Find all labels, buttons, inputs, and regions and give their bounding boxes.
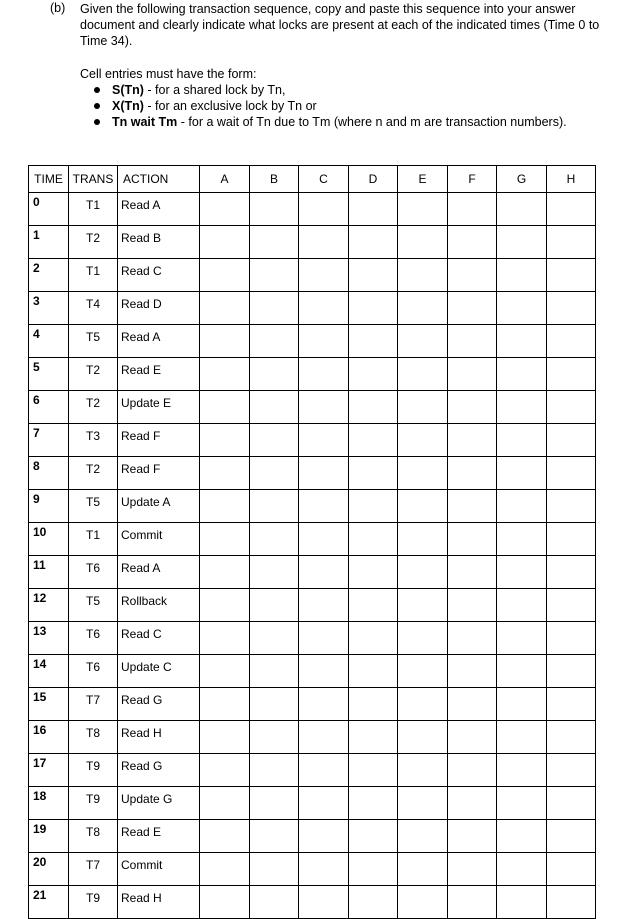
action-cell: Read B <box>118 226 200 259</box>
lock-cell-e[interactable] <box>398 325 448 358</box>
lock-cell-c[interactable] <box>299 193 349 226</box>
trans-cell: T8 <box>69 721 118 754</box>
table-row <box>29 622 596 655</box>
time-cell: 10 <box>29 523 69 556</box>
lock-cell-b[interactable] <box>250 886 299 919</box>
lock-cell-c[interactable] <box>299 259 349 292</box>
table-row <box>29 886 596 919</box>
table-row <box>29 457 596 490</box>
lock-cell-d[interactable] <box>349 589 398 622</box>
header-item-f: F <box>448 166 497 193</box>
lock-cell-a[interactable] <box>200 391 250 424</box>
lock-cell-c[interactable] <box>299 325 349 358</box>
header-action: ACTION <box>118 166 200 193</box>
lock-cell-d[interactable] <box>349 820 398 853</box>
action-cell: Rollback <box>118 589 200 622</box>
lock-cell-e[interactable] <box>398 358 448 391</box>
lock-cell-a[interactable] <box>200 457 250 490</box>
lock-cell-d[interactable] <box>349 886 398 919</box>
action-cell: Read F <box>118 424 200 457</box>
lock-cell-g[interactable] <box>497 259 547 292</box>
lock-format-code: X(Tn) <box>112 99 144 113</box>
table-row <box>29 655 596 688</box>
lock-cell-f[interactable] <box>448 424 497 457</box>
lock-cell-e[interactable] <box>398 259 448 292</box>
lock-cell-b[interactable] <box>250 325 299 358</box>
lock-cell-h[interactable] <box>547 358 596 391</box>
lock-cell-e[interactable] <box>398 787 448 820</box>
lock-cell-b[interactable] <box>250 853 299 886</box>
lock-cell-f[interactable] <box>448 325 497 358</box>
lock-cell-f[interactable] <box>448 688 497 721</box>
lock-cell-c[interactable] <box>299 622 349 655</box>
time-cell: 20 <box>29 853 69 886</box>
lock-cell-h[interactable] <box>547 754 596 787</box>
trans-cell: T2 <box>69 358 118 391</box>
lock-cell-f[interactable] <box>448 490 497 523</box>
lock-cell-h[interactable] <box>547 325 596 358</box>
lock-cell-f[interactable] <box>448 589 497 622</box>
action-cell: Read H <box>118 886 200 919</box>
lock-cell-f[interactable] <box>448 886 497 919</box>
lock-cell-g[interactable] <box>497 490 547 523</box>
lock-cell-d[interactable] <box>349 853 398 886</box>
lock-cell-c[interactable] <box>299 523 349 556</box>
lock-cell-f[interactable] <box>448 721 497 754</box>
lock-cell-g[interactable] <box>497 721 547 754</box>
lock-cell-c[interactable] <box>299 457 349 490</box>
action-cell: Read G <box>118 754 200 787</box>
lock-cell-d[interactable] <box>349 391 398 424</box>
table-row <box>29 688 596 721</box>
lock-cell-a[interactable] <box>200 292 250 325</box>
lock-cell-h[interactable] <box>547 589 596 622</box>
lock-cell-b[interactable] <box>250 820 299 853</box>
lock-cell-g[interactable] <box>497 457 547 490</box>
lock-cell-d[interactable] <box>349 292 398 325</box>
lock-format-desc: - for a wait of Tn due to Tm (where n and m are transaction numbers). <box>177 115 567 129</box>
lock-cell-b[interactable] <box>250 721 299 754</box>
time-cell: 8 <box>29 457 69 490</box>
lock-cell-e[interactable] <box>398 523 448 556</box>
lock-cell-d[interactable] <box>349 490 398 523</box>
table-row <box>29 787 596 820</box>
trans-cell: T2 <box>69 457 118 490</box>
lock-cell-e[interactable] <box>398 556 448 589</box>
lock-cell-d[interactable] <box>349 457 398 490</box>
header-item-a: A <box>200 166 250 193</box>
lock-cell-b[interactable] <box>250 259 299 292</box>
lock-cell-e[interactable] <box>398 391 448 424</box>
lock-cell-e[interactable] <box>398 490 448 523</box>
time-cell: 18 <box>29 787 69 820</box>
lock-cell-h[interactable] <box>547 457 596 490</box>
time-cell: 4 <box>29 325 69 358</box>
time-cell: 16 <box>29 721 69 754</box>
lock-cell-c[interactable] <box>299 853 349 886</box>
lock-cell-f[interactable] <box>448 556 497 589</box>
table-row <box>29 820 596 853</box>
lock-cell-d[interactable] <box>349 226 398 259</box>
lock-cell-e[interactable] <box>398 820 448 853</box>
lock-cell-b[interactable] <box>250 457 299 490</box>
header-item-g: G <box>497 166 547 193</box>
lock-cell-e[interactable] <box>398 886 448 919</box>
lock-cell-h[interactable] <box>547 259 596 292</box>
lock-cell-f[interactable] <box>448 655 497 688</box>
lock-cell-c[interactable] <box>299 787 349 820</box>
lock-format-list <box>94 82 567 130</box>
header-item-b: B <box>250 166 299 193</box>
lock-cell-d[interactable] <box>349 259 398 292</box>
lock-cell-g[interactable] <box>497 589 547 622</box>
lock-cell-h[interactable] <box>547 424 596 457</box>
lock-cell-f[interactable] <box>448 391 497 424</box>
lock-cell-e[interactable] <box>398 457 448 490</box>
action-cell: Read D <box>118 292 200 325</box>
lock-cell-g[interactable] <box>497 292 547 325</box>
action-cell: Update A <box>118 490 200 523</box>
lock-cell-e[interactable] <box>398 292 448 325</box>
lock-cell-a[interactable] <box>200 721 250 754</box>
lock-cell-d[interactable] <box>349 655 398 688</box>
trans-cell: T8 <box>69 820 118 853</box>
trans-cell: T7 <box>69 688 118 721</box>
time-cell: 1 <box>29 226 69 259</box>
lock-format-shared <box>94 82 567 98</box>
header-item-h: H <box>547 166 596 193</box>
trans-cell: T9 <box>69 754 118 787</box>
lock-cell-a[interactable] <box>200 490 250 523</box>
lock-cell-d[interactable] <box>349 622 398 655</box>
lock-cell-b[interactable] <box>250 688 299 721</box>
trans-cell: T4 <box>69 292 118 325</box>
question-intro: Given the following transaction sequence, copy and paste this sequence into your answer document and clearly indicate what locks are present at each of the indicated times (Time 0 to Time 34). <box>80 2 600 48</box>
action-cell: Read H <box>118 721 200 754</box>
action-cell: Read C <box>118 622 200 655</box>
lock-cell-e[interactable] <box>398 226 448 259</box>
table-row <box>29 259 596 292</box>
lock-cell-h[interactable] <box>547 688 596 721</box>
lock-format-code: Tn wait Tm <box>112 115 178 129</box>
lock-cell-g[interactable] <box>497 226 547 259</box>
lock-cell-b[interactable] <box>250 754 299 787</box>
lock-cell-d[interactable] <box>349 325 398 358</box>
lock-cell-b[interactable] <box>250 556 299 589</box>
lock-cell-a[interactable] <box>200 886 250 919</box>
trans-cell: T3 <box>69 424 118 457</box>
lock-cell-h[interactable] <box>547 490 596 523</box>
action-cell: Update E <box>118 391 200 424</box>
lock-cell-g[interactable] <box>497 688 547 721</box>
table-row <box>29 490 596 523</box>
lock-cell-h[interactable] <box>547 721 596 754</box>
action-cell: Read E <box>118 820 200 853</box>
lock-cell-f[interactable] <box>448 226 497 259</box>
lock-cell-a[interactable] <box>200 358 250 391</box>
table-row <box>29 391 596 424</box>
action-cell: Commit <box>118 853 200 886</box>
trans-cell: T6 <box>69 556 118 589</box>
form-instructions-title: Cell entries must have the form: <box>80 67 257 81</box>
question-label: (b) <box>50 1 66 15</box>
trans-cell: T5 <box>69 589 118 622</box>
lock-cell-h[interactable] <box>547 391 596 424</box>
lock-cell-c[interactable] <box>299 754 349 787</box>
action-cell: Read A <box>118 556 200 589</box>
lock-cell-c[interactable] <box>299 358 349 391</box>
lock-cell-f[interactable] <box>448 259 497 292</box>
header-trans: TRANS <box>69 166 118 193</box>
lock-cell-h[interactable] <box>547 655 596 688</box>
lock-cell-a[interactable] <box>200 622 250 655</box>
lock-cell-a[interactable] <box>200 688 250 721</box>
action-cell: Update G <box>118 787 200 820</box>
time-cell: 0 <box>29 193 69 226</box>
lock-cell-a[interactable] <box>200 226 250 259</box>
lock-cell-g[interactable] <box>497 325 547 358</box>
lock-cell-e[interactable] <box>398 853 448 886</box>
lock-cell-a[interactable] <box>200 556 250 589</box>
lock-cell-a[interactable] <box>200 325 250 358</box>
lock-cell-e[interactable] <box>398 424 448 457</box>
lock-cell-g[interactable] <box>497 655 547 688</box>
action-cell: Read E <box>118 358 200 391</box>
lock-cell-h[interactable] <box>547 226 596 259</box>
table-row <box>29 193 596 226</box>
lock-cell-e[interactable] <box>398 688 448 721</box>
lock-cell-g[interactable] <box>497 787 547 820</box>
time-cell: 9 <box>29 490 69 523</box>
lock-cell-d[interactable] <box>349 721 398 754</box>
lock-cell-d[interactable] <box>349 523 398 556</box>
lock-format-exclusive <box>94 98 567 114</box>
lock-cell-c[interactable] <box>299 688 349 721</box>
table-row <box>29 226 596 259</box>
lock-cell-b[interactable] <box>250 358 299 391</box>
lock-cell-f[interactable] <box>448 457 497 490</box>
table-row <box>29 853 596 886</box>
lock-cell-c[interactable] <box>299 391 349 424</box>
trans-cell: T1 <box>69 193 118 226</box>
bullet-icon <box>94 103 100 109</box>
trans-cell: T9 <box>69 787 118 820</box>
table-row <box>29 424 596 457</box>
table-row <box>29 721 596 754</box>
action-cell: Read F <box>118 457 200 490</box>
lock-cell-e[interactable] <box>398 754 448 787</box>
lock-cell-b[interactable] <box>250 226 299 259</box>
bullet-icon <box>94 119 100 125</box>
lock-cell-h[interactable] <box>547 853 596 886</box>
trans-cell: T5 <box>69 490 118 523</box>
lock-cell-d[interactable] <box>349 688 398 721</box>
lock-cell-f[interactable] <box>448 820 497 853</box>
lock-cell-g[interactable] <box>497 523 547 556</box>
lock-cell-g[interactable] <box>497 424 547 457</box>
lock-format-code: S(Tn) <box>112 83 144 97</box>
time-cell: 6 <box>29 391 69 424</box>
lock-cell-h[interactable] <box>547 787 596 820</box>
lock-cell-g[interactable] <box>497 754 547 787</box>
trans-cell: T1 <box>69 259 118 292</box>
lock-cell-g[interactable] <box>497 391 547 424</box>
lock-cell-a[interactable] <box>200 193 250 226</box>
trans-cell: T6 <box>69 622 118 655</box>
lock-cell-f[interactable] <box>448 853 497 886</box>
lock-cell-f[interactable] <box>448 787 497 820</box>
lock-cell-a[interactable] <box>200 589 250 622</box>
lock-cell-g[interactable] <box>497 853 547 886</box>
lock-cell-f[interactable] <box>448 754 497 787</box>
header-item-d: D <box>349 166 398 193</box>
table-row <box>29 523 596 556</box>
lock-cell-a[interactable] <box>200 424 250 457</box>
action-cell: Update C <box>118 655 200 688</box>
lock-format-desc: - for a shared lock by Tn, <box>143 83 286 97</box>
lock-cell-c[interactable] <box>299 721 349 754</box>
lock-cell-b[interactable] <box>250 589 299 622</box>
bullet-icon <box>94 87 100 93</box>
lock-cell-c[interactable] <box>299 226 349 259</box>
lock-cell-h[interactable] <box>547 820 596 853</box>
time-cell: 7 <box>29 424 69 457</box>
lock-cell-e[interactable] <box>398 622 448 655</box>
trans-cell: T7 <box>69 853 118 886</box>
trans-cell: T9 <box>69 886 118 919</box>
time-cell: 21 <box>29 886 69 919</box>
header-time: TIME <box>29 166 69 193</box>
lock-cell-b[interactable] <box>250 391 299 424</box>
lock-cell-a[interactable] <box>200 820 250 853</box>
lock-cell-g[interactable] <box>497 622 547 655</box>
lock-cell-g[interactable] <box>497 193 547 226</box>
lock-cell-b[interactable] <box>250 292 299 325</box>
lock-format-wait <box>94 114 567 130</box>
trans-cell: T2 <box>69 391 118 424</box>
time-cell: 2 <box>29 259 69 292</box>
lock-cell-g[interactable] <box>497 358 547 391</box>
lock-cell-e[interactable] <box>398 193 448 226</box>
lock-cell-c[interactable] <box>299 886 349 919</box>
lock-cell-f[interactable] <box>448 622 497 655</box>
time-cell: 3 <box>29 292 69 325</box>
table-row <box>29 556 596 589</box>
lock-cell-b[interactable] <box>250 655 299 688</box>
lock-cell-f[interactable] <box>448 358 497 391</box>
lock-cell-b[interactable] <box>250 622 299 655</box>
lock-cell-b[interactable] <box>250 490 299 523</box>
table-row <box>29 589 596 622</box>
lock-cell-h[interactable] <box>547 523 596 556</box>
trans-cell: T5 <box>69 325 118 358</box>
lock-cell-a[interactable] <box>200 655 250 688</box>
time-cell: 13 <box>29 622 69 655</box>
table-row <box>29 325 596 358</box>
lock-cell-c[interactable] <box>299 424 349 457</box>
lock-cell-c[interactable] <box>299 655 349 688</box>
action-cell: Read C <box>118 259 200 292</box>
action-cell: Commit <box>118 523 200 556</box>
lock-format-desc: - for an exclusive lock by Tn or <box>143 99 317 113</box>
lock-cell-a[interactable] <box>200 754 250 787</box>
lock-cell-d[interactable] <box>349 787 398 820</box>
lock-cell-f[interactable] <box>448 193 497 226</box>
lock-cell-d[interactable] <box>349 556 398 589</box>
lock-cell-d[interactable] <box>349 193 398 226</box>
lock-cell-b[interactable] <box>250 193 299 226</box>
lock-cell-c[interactable] <box>299 820 349 853</box>
time-cell: 14 <box>29 655 69 688</box>
lock-cell-b[interactable] <box>250 523 299 556</box>
lock-cell-d[interactable] <box>349 754 398 787</box>
lock-cell-g[interactable] <box>497 556 547 589</box>
lock-cell-h[interactable] <box>547 886 596 919</box>
lock-cell-f[interactable] <box>448 523 497 556</box>
lock-cell-b[interactable] <box>250 787 299 820</box>
lock-cell-c[interactable] <box>299 589 349 622</box>
lock-cell-g[interactable] <box>497 820 547 853</box>
lock-cell-a[interactable] <box>200 259 250 292</box>
lock-cell-g[interactable] <box>497 886 547 919</box>
lock-cell-c[interactable] <box>299 556 349 589</box>
time-cell: 12 <box>29 589 69 622</box>
table-row <box>29 358 596 391</box>
table-row <box>29 754 596 787</box>
lock-cell-a[interactable] <box>200 787 250 820</box>
action-cell: Read A <box>118 193 200 226</box>
time-cell: 11 <box>29 556 69 589</box>
trans-cell: T6 <box>69 655 118 688</box>
header-item-e: E <box>398 166 448 193</box>
header-item-c: C <box>299 166 349 193</box>
action-cell: Read G <box>118 688 200 721</box>
lock-cell-f[interactable] <box>448 292 497 325</box>
lock-cell-b[interactable] <box>250 424 299 457</box>
time-cell: 19 <box>29 820 69 853</box>
time-cell: 15 <box>29 688 69 721</box>
time-cell: 5 <box>29 358 69 391</box>
lock-cell-h[interactable] <box>547 556 596 589</box>
table-row <box>29 292 596 325</box>
lock-cell-c[interactable] <box>299 490 349 523</box>
lock-cell-e[interactable] <box>398 655 448 688</box>
lock-cell-h[interactable] <box>547 622 596 655</box>
lock-cell-e[interactable] <box>398 721 448 754</box>
trans-cell: T2 <box>69 226 118 259</box>
lock-cell-d[interactable] <box>349 358 398 391</box>
lock-cell-h[interactable] <box>547 193 596 226</box>
lock-cell-d[interactable] <box>349 424 398 457</box>
lock-cell-e[interactable] <box>398 589 448 622</box>
lock-cell-a[interactable] <box>200 523 250 556</box>
lock-cell-a[interactable] <box>200 853 250 886</box>
time-cell: 17 <box>29 754 69 787</box>
lock-cell-h[interactable] <box>547 292 596 325</box>
lock-table <box>28 165 596 919</box>
action-cell: Read A <box>118 325 200 358</box>
table-header-row <box>29 166 596 193</box>
lock-cell-c[interactable] <box>299 292 349 325</box>
trans-cell: T1 <box>69 523 118 556</box>
